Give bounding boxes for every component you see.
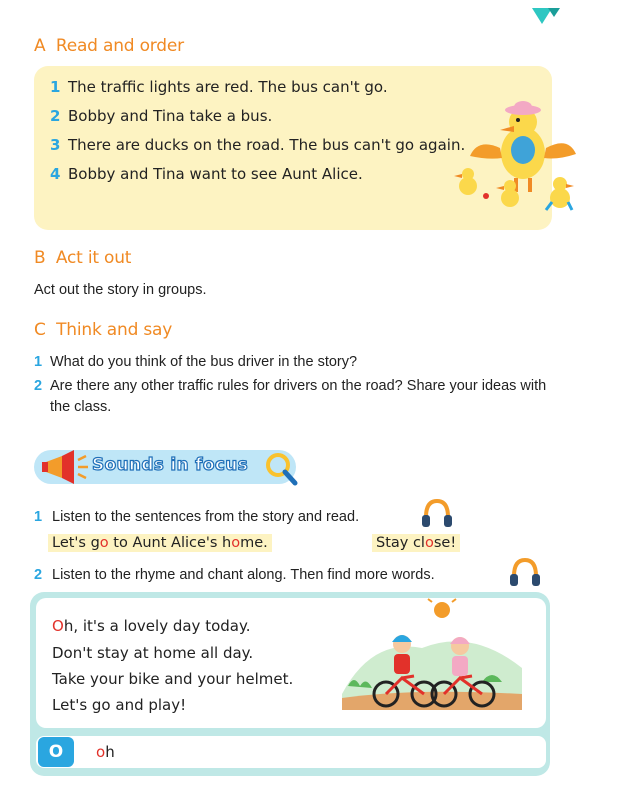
- story-sentence-list: [50, 72, 465, 188]
- list-item: 2 Bobby and Tina take a bus.: [50, 106, 273, 125]
- sounds-in-focus-title: Sounds in focus: [92, 455, 249, 475]
- section-c-title: C Think and say: [34, 320, 173, 340]
- rhyme-line-4: Let's go and play!: [52, 696, 187, 714]
- think-and-say-questions: [34, 352, 554, 421]
- story-sentence-1: Let's go to Aunt Alice's home.: [48, 534, 272, 552]
- story-sentence-2: Stay close!: [372, 534, 460, 552]
- listen-task-1: 1 Listen to the sentences from the story and read.: [34, 509, 360, 525]
- phonics-word: oh: [96, 743, 115, 761]
- section-b-title: B Act it out: [34, 248, 132, 268]
- magnifier-icon: [262, 450, 300, 488]
- section-a-title: A Read and order: [34, 36, 184, 56]
- rhyme-line-2: Don't stay at home all day.: [52, 644, 254, 662]
- list-item: 1 The traffic lights are red. The bus can't go.: [50, 77, 388, 96]
- list-item: 4 Bobby and Tina want to see Aunt Alice.: [50, 164, 363, 183]
- headphones-icon[interactable]: [420, 497, 454, 531]
- phonics-letter: O: [38, 737, 74, 767]
- corner-decoration-accent: [548, 8, 560, 17]
- list-item: 1 What do you think of the bus driver in the story?: [34, 354, 358, 370]
- rhyme-line-1: Oh, it's a lovely day today.: [52, 617, 251, 635]
- listen-task-2: 2 Listen to the rhyme and chant along. Then find more words.: [34, 567, 435, 583]
- megaphone-icon: [40, 448, 92, 486]
- children-cycling-illustration: [332, 598, 532, 722]
- headphones-icon[interactable]: [508, 556, 542, 590]
- list-item: 3 There are ducks on the road. The bus can't go again.: [50, 135, 466, 154]
- list-item: 2 Are there any other traffic rules for drivers on the road? Share your ideas with the class.: [34, 378, 547, 415]
- duck-family-illustration: [448, 98, 588, 220]
- act-it-out-instruction: Act out the story in groups.: [34, 282, 207, 298]
- rhyme-line-3: Take your bike and your helmet.: [52, 670, 294, 688]
